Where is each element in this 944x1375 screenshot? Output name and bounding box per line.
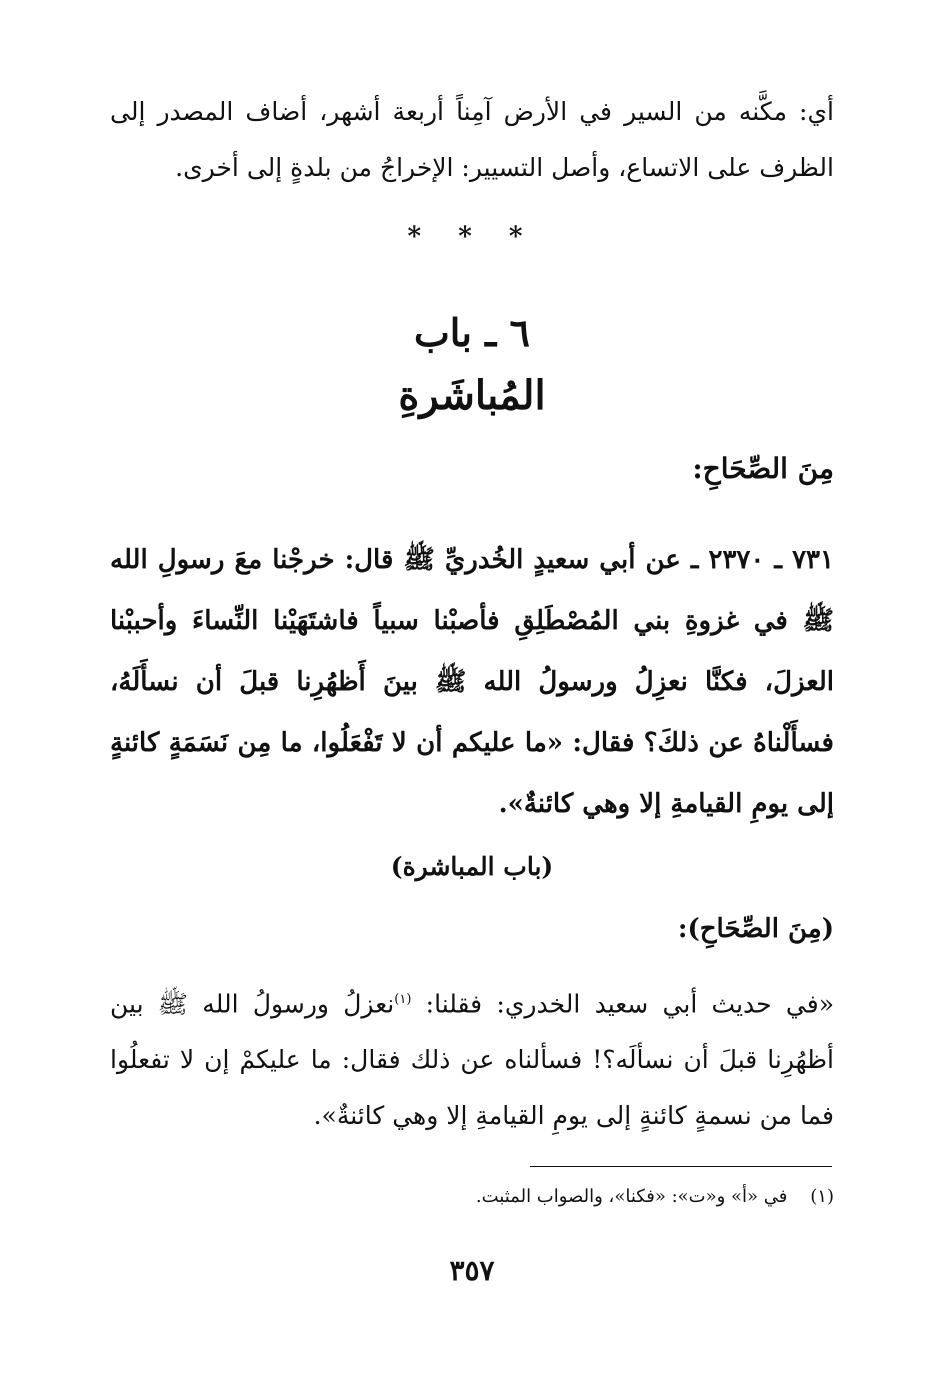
footnote-text: في «أ» و«ت»: «فكنا»، والصواب المثبت. xyxy=(475,1186,788,1207)
section-separator: * * * xyxy=(407,222,537,252)
section-heading-sahih-commentary: (مِنَ الصِّحَاحِ): xyxy=(677,914,834,944)
commentary-title: (باب المباشرة) xyxy=(390,852,554,881)
commentary-lead: «في حديث أبي سعيد الخدري: فقلنا: xyxy=(411,989,834,1019)
section-heading-sahih: مِنَ الصِّحَاحِ: xyxy=(692,452,834,485)
footnote-divider xyxy=(530,1166,832,1167)
commentary-rest: نعزلُ ورسولُ الله ﷺ بين أظهُرِنا قبلَ أن نسألَه؟! فسألناه عن ذلك فقال: ما عليكمْ إن لا تفعلُوا فما من نسمةٍ كائنةٍ إلى يومِ القيامةِ إلا وهي كائنةٌ». xyxy=(110,989,834,1131)
intro-paragraph: أي: مكَّنه من السير في الأرض آمِناً أربعة أشهر، أضاف المصدر إلى الظرف على الاتساع، وأصل التسيير: الإخراجُ من بلدةٍ إلى أخرى. xyxy=(110,97,834,182)
footnote-number: (١) xyxy=(810,1186,834,1207)
footnote xyxy=(476,1186,834,1207)
footnote-marker[interactable]: (١) xyxy=(394,992,412,1007)
commentary-paragraph xyxy=(110,972,834,1144)
page-number: ٣٥٧ xyxy=(449,1254,495,1287)
chapter-number: ٦ ـ باب xyxy=(414,310,530,355)
chapter-title: المُباشَرةِ xyxy=(398,372,546,419)
hadith-paragraph: ٧٣١ ـ ٢٣٧٠ ـ عن أبي سعيدٍ الخُدريِّ ﷺ قال: خرجْنا معَ رسولِ الله ﷺ في غزوةِ بني المُصْطَلِقِ فأصبْنا سبياً فاشتَهَيْنا النِّساءَ وأحببْنا العزلَ، فكنَّا نعزِلُ ورسولُ الله ﷺ بينَ أَظهُرِنا قبلَ أن نسأَلَهُ، فسأَلْناهُ عن ذلكَ؟ فقال: «ما عليكم أن لا تَفْعَلُوا، ما مِن نَسَمَةٍ كائنةٍ إلى يومِ القيامةِ إلا وهي كائنةٌ». xyxy=(110,545,834,819)
